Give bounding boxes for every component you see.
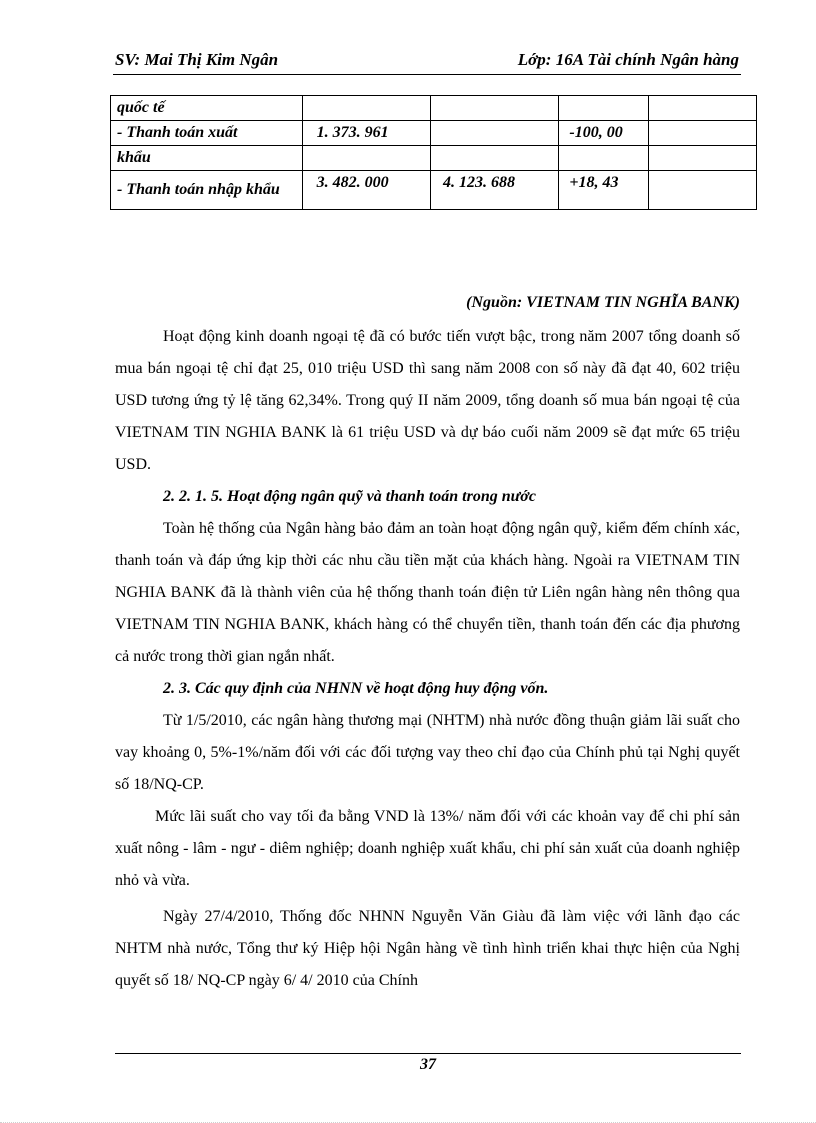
statistics-table	[110, 95, 757, 210]
table-cell: quốc tế	[111, 96, 303, 121]
paragraph: Hoạt động kinh doanh ngoại tệ đã có bước tiến vượt bậc, trong năm 2007 tổng doanh số mua bán ngoại tệ chỉ đạt 25, 010 triệu USD thì sang năm 2008 con số này đã đạt 40, 602 triệu USD tương ứng tỷ lệ tăng 62,34%. Trong quý II năm 2009, tổng doanh số mua bán ngoại tệ của VIETNAM TIN NGHIA BANK là 61 triệu USD và dự báo cuối năm 2009 sẽ đạt mức 65 triệu USD.	[115, 328, 740, 473]
table-cell: 1. 373. 961	[302, 121, 430, 146]
table-cell: - Thanh toán nhập khẩu	[111, 171, 303, 210]
table-cell	[431, 121, 559, 146]
section-heading: 2. 2. 1. 5. Hoạt động ngân quỹ và thanh toán trong nước	[163, 488, 536, 505]
table-cell: khẩu	[111, 146, 303, 171]
section-heading: 2. 3. Các quy định của NHNN về hoạt động huy động vốn.	[163, 680, 549, 697]
table-row	[111, 171, 757, 210]
table-cell: +18, 43	[559, 171, 649, 210]
paragraph: Mức lãi suất cho vay tối đa bằng VND là 13%/ năm đối với các khoản vay để chi phí sản xuất nông - lâm - ngư - diêm nghiệp; doanh nghiệp xuất khẩu, chi phí sản xuất của doanh nghiệp nhỏ và vừa.	[115, 808, 740, 889]
paragraph: Ngày 27/4/2010, Thống đốc NHNN Nguyễn Văn Giàu đã làm việc với lãnh đạo các NHTM nhà nước, Tổng thư ký Hiệp hội Ngân hàng về tình hình triển khai thực hiện của Nghị quyết số 18/ NQ-CP ngày 6/ 4/ 2010 của Chính	[115, 908, 740, 989]
table-row	[111, 146, 757, 171]
table-cell	[649, 146, 757, 171]
table-cell: 4. 123. 688	[431, 171, 559, 210]
page-header	[113, 46, 741, 75]
table-cell	[559, 96, 649, 121]
table-cell: 3. 482. 000	[302, 171, 430, 210]
table-cell	[649, 121, 757, 146]
table-cell	[302, 96, 430, 121]
table-cell	[431, 146, 559, 171]
table-source-note: (Nguồn: VIETNAM TIN NGHĨA BANK)	[466, 294, 740, 311]
table-cell	[559, 146, 649, 171]
header-class-name: Lớp: 16A Tài chính Ngân hàng	[517, 50, 739, 69]
table-cell	[302, 146, 430, 171]
table-cell: -100, 00	[559, 121, 649, 146]
body-section-1	[115, 321, 740, 997]
paragraph: Từ 1/5/2010, các ngân hàng thương mại (NHTM) nhà nước đồng thuận giảm lãi suất cho vay khoảng 0, 5%-1%/năm đối với các đối tượng vay theo chỉ đạo của Chính phủ tại Nghị quyết số 18/NQ-CP.	[115, 712, 740, 793]
header-student-name: SV: Mai Thị Kim Ngân	[115, 50, 279, 69]
page-number: 37	[420, 1056, 436, 1073]
paragraph: Toàn hệ thống của Ngân hàng bảo đảm an toàn hoạt động ngân quỹ, kiểm đếm chính xác, thanh toán và đáp ứng kịp thời các nhu cầu tiền mặt của khách hàng. Ngoài ra VIETNAM TIN NGHIA BANK đã là thành viên của hệ thống thanh toán điện tử Liên ngân hàng nên thông qua VIETNAM TIN NGHIA BANK, khách hàng có thể chuyển tiền, thanh toán đến các địa phương cả nước trong thời gian ngắn nhất.	[115, 520, 740, 665]
table-row	[111, 96, 757, 121]
table-cell	[649, 171, 757, 210]
footer-rule	[115, 1053, 741, 1054]
table-cell	[431, 96, 559, 121]
table-cell	[649, 96, 757, 121]
table-row	[111, 121, 757, 146]
table-cell: - Thanh toán xuất	[111, 121, 303, 146]
